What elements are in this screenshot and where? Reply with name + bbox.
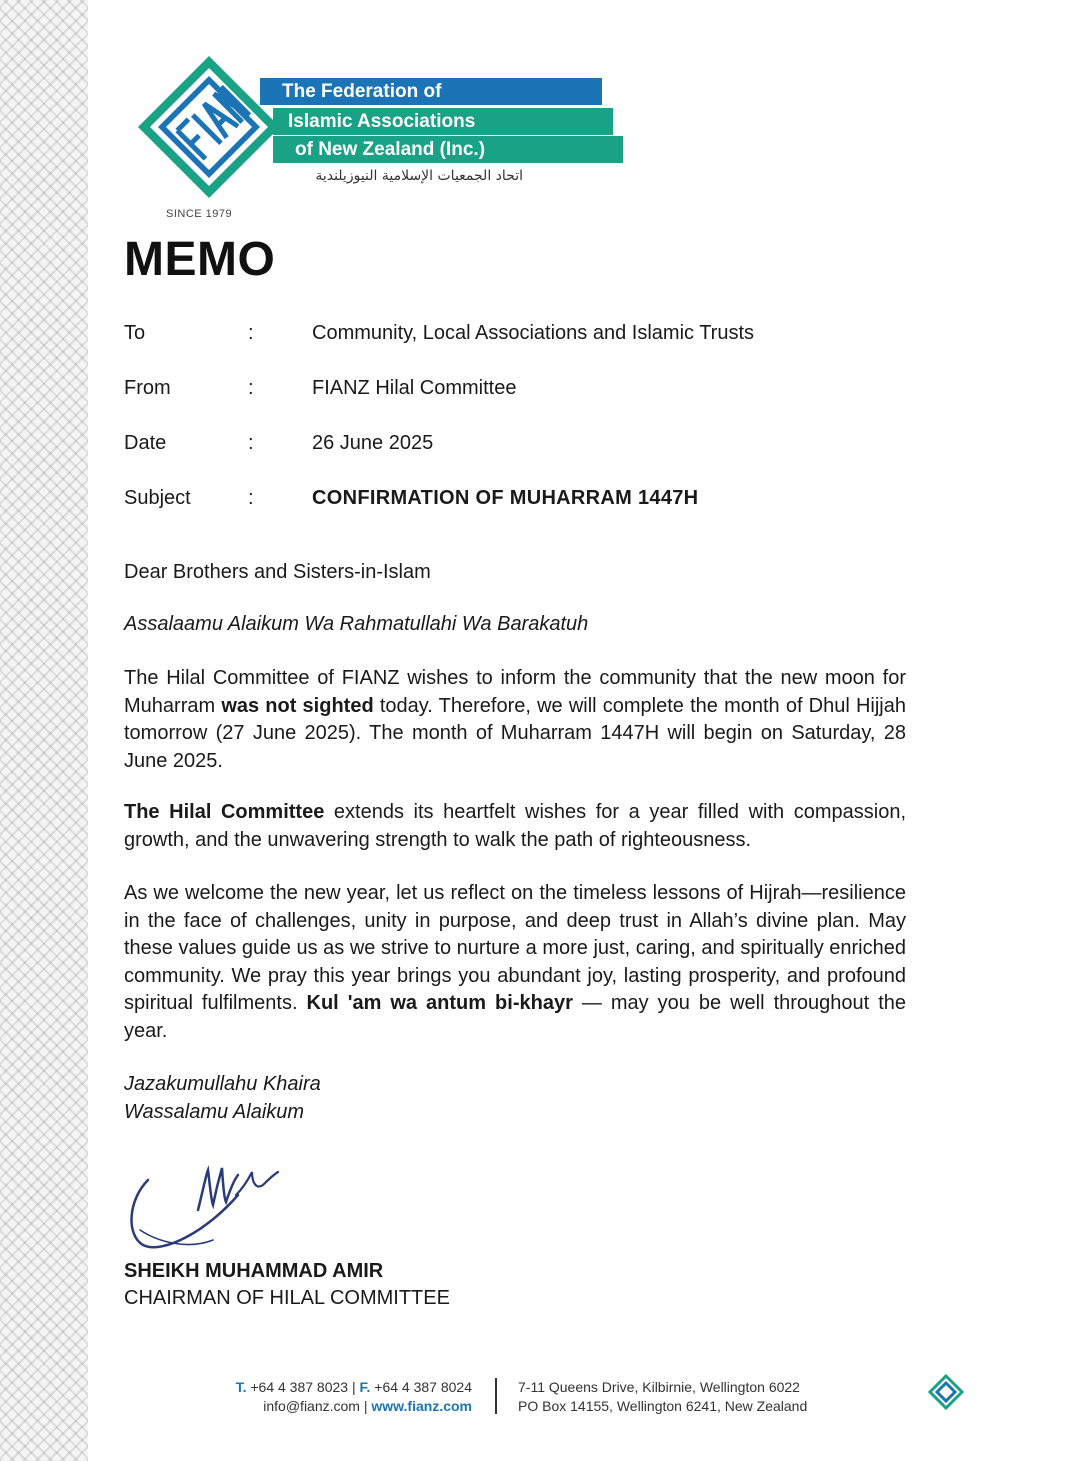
org-logo [128,50,548,230]
from-value: FIANZ Hilal Committee [312,377,517,399]
signer-name: SHEIKH MUHAMMAD AMIR [124,1260,384,1282]
phone-number: +64 4 387 8023 [250,1379,349,1395]
date-label: Date [124,432,167,454]
p1-emphasis: was not sighted [221,694,374,717]
to-row [124,318,924,373]
separator: | [363,1398,368,1414]
p2-emphasis: The Hilal Committee [124,801,325,823]
fax-number: +64 4 387 8024 [374,1379,472,1395]
memo-title: MEMO [124,233,276,286]
closing-line2: Wassalamu Alaikum [124,1101,305,1123]
footer-web-line [200,1397,472,1416]
colon: : [248,487,254,509]
fax-label: F. [359,1379,371,1395]
svg-text:FIANZ: FIANZ [209,132,212,133]
p1-text-b: today. Therefore, we will complete the month of Dhul Hijjah tomorrow (27 June 2025). The month of Muharram 1447H will begin on Saturday, 28 June 2025. [124,694,906,772]
p3-text-b: — may you be well throughout the year. [124,992,907,1042]
greeting: Assalaamu Alaikum Wa Rahmatullahi Wa Barakatuh [124,613,589,635]
date-value: 26 June 2025 [312,432,434,454]
closing [124,1070,321,1126]
memo-fields [124,318,924,538]
footer-address [518,1378,807,1416]
since-label: SINCE 1979 [166,208,233,220]
footer-divider [495,1378,497,1414]
org-name-line2: Islamic Associations [273,108,613,135]
phone-label: T. [235,1379,247,1395]
from-row [124,373,924,428]
to-label: To [124,322,146,344]
org-name-line3: of New Zealand (Inc.) [273,136,623,163]
date-row [124,428,924,483]
org-name-line1: The Federation of [260,78,602,105]
from-label: From [124,377,171,399]
colon: : [248,377,254,399]
colon: : [248,322,254,344]
address-line1: 7-11 Queens Drive, Kilbirnie, Wellington 6022 [518,1379,800,1395]
paragraph-announcement [124,665,906,775]
p3-emphasis: Kul 'am wa antum bi-khayr [306,992,573,1014]
subject-value: CONFIRMATION OF MUHARRAM 1447H [312,487,699,509]
footer-phone-line [200,1378,472,1397]
p1-text-a: The Hilal Committee of FIANZ wishes to inform the community that the new moon for Muharram [124,667,906,717]
paragraph-wishes [124,799,906,854]
signer-title: CHAIRMAN OF HILAL COMMITTEE [124,1287,450,1309]
closing-line1: Jazakumullahu Khaira [124,1073,321,1095]
colon: : [248,432,254,454]
footer-contact [200,1378,472,1416]
separator: | [351,1379,356,1395]
fianz-diamond-icon [928,1374,964,1410]
p2-text: extends its heartfelt wishes for a year filled with compassion, growth, and the unwavering strength to walk the path of righteousness. [124,801,906,851]
address-line2: PO Box 14155, Wellington 6241, New Zealand [518,1398,808,1414]
website-link[interactable]: www.fianz.com [371,1398,472,1414]
to-value: Community, Local Associations and Islamic Trusts [312,322,755,344]
handwritten-signature [118,1150,298,1260]
email-link[interactable]: info@fianz.com [263,1398,360,1414]
org-name-arabic: اتحاد الجمعيات الإسلامية النيوزيلندية [315,168,523,184]
decorative-border [0,0,88,1461]
subject-row [124,483,924,538]
salutation: Dear Brothers and Sisters-in-Islam [124,561,431,583]
subject-label: Subject [124,487,191,509]
paragraph-reflection [124,880,906,1045]
p3-text-a: As we welcome the new year, let us reflect on the timeless lessons of Hijrah—resilience in the face of challenges, unity in purpose, and deep trust in Allah’s divine plan. May these values guide us as we strive to nurture a more just, caring, and spiritually enriched community. We pray this year brings you abundant joy, lasting prosperity, and profound spiritual fulfilments. [124,882,906,1014]
